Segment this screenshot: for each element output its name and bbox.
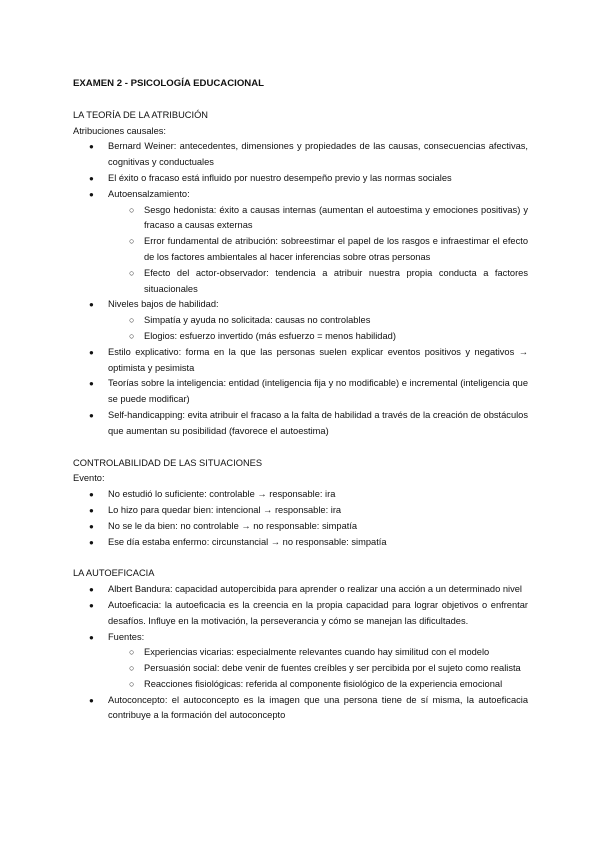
circle-bullet-icon: ○: [129, 663, 135, 674]
sub-bullet-list: [108, 203, 528, 298]
list-item: [73, 187, 528, 298]
list-item: [73, 582, 528, 598]
spacer: [73, 440, 528, 456]
bullet-icon: ●: [89, 189, 94, 199]
bullet-icon: ●: [89, 632, 94, 642]
sub-list-item: [73, 677, 528, 693]
sub-bullet-list: [108, 645, 528, 692]
section-heading: CONTROLABILIDAD DE LAS SITUACIONES: [73, 457, 263, 468]
list-item: [73, 519, 528, 535]
bullet-icon: ●: [89, 347, 94, 357]
list-item-text: Teorías sobre la inteligencia: entidad (inteligencia fija y no modificable) e incremental (inteligencia que se puede modificar): [108, 378, 528, 405]
sub-list-item: [73, 266, 528, 298]
bullet-icon: ●: [89, 521, 94, 531]
section-heading: LA AUTOEFICACIA: [73, 568, 155, 579]
bullet-icon: ●: [89, 505, 94, 515]
list-item-text: Bernard Weiner: antecedentes, dimensiones y propiedades de las causas, consecuencias afectivas, cognitivas y conductuales: [108, 141, 528, 168]
list-item-text: Albert Bandura: capacidad autopercibida para aprender o realizar una acción a un determinado nivel: [108, 584, 522, 595]
list-item-text: Niveles bajos de habilidad:: [108, 299, 219, 310]
list-item-text: No se le da bien: no controlable → no responsable: simpatía: [108, 520, 358, 531]
bullet-icon: ●: [89, 695, 94, 705]
circle-bullet-icon: ○: [129, 330, 135, 341]
list-item-text: Autoeficacia: la autoeficacia es la creencia en la propia capacidad para lograr objetivos o enfrentar desafíos. Influye en la motivación, la perseverancia y cómo se manejan las dificultades.: [108, 599, 528, 626]
list-item-text: Fuentes:: [108, 631, 145, 642]
list-item: [73, 297, 528, 344]
list-item: [73, 139, 528, 171]
bullet-list: [73, 139, 528, 439]
circle-bullet-icon: ○: [129, 267, 135, 278]
document-title: EXAMEN 2 - PSICOLOGÍA EDUCACIONAL: [73, 78, 264, 89]
sub-list-item-text: Error fundamental de atribución: sobreestimar el papel de los rasgos e infraestimar el efecto de los factores ambientales al hacer inferencias sobre otras personas: [144, 236, 528, 262]
sub-list-item: [73, 645, 528, 661]
sub-list-item-text: Sesgo hedonista: éxito a causas internas (aumentan el autoestima y emociones positivas) y fracaso a causas externas: [144, 204, 528, 231]
bullet-icon: ●: [89, 410, 94, 420]
list-item-text: Autoensalzamiento:: [108, 188, 190, 199]
section-subheading: Evento:: [73, 473, 105, 484]
sub-list-item: [73, 329, 528, 345]
list-item: [73, 408, 528, 440]
list-item-text: Estilo explicativo: forma en la que las personas suelen explicar eventos positivos y negativos → optimista y pesimista: [108, 346, 528, 373]
sub-list-item-text: Persuasión social: debe venir de fuentes creíbles y ser percibida por el sujeto como realista: [144, 663, 521, 674]
circle-bullet-icon: ○: [129, 647, 135, 658]
sub-list-item-text: Experiencias vicarias: especialmente relevantes cuando hay similitud con el modelo: [144, 647, 490, 658]
list-item-text: Ese día estaba enfermo: circunstancial → no responsable: simpatía: [108, 536, 387, 547]
list-item: [73, 535, 528, 551]
sub-list-item: [73, 661, 528, 677]
list-item: [73, 171, 528, 187]
bullet-icon: ●: [89, 537, 94, 547]
list-item-text: Lo hizo para quedar bien: intencional → responsable: ira: [108, 504, 342, 515]
sub-bullet-list: [108, 313, 528, 345]
sub-list-item: [73, 313, 528, 329]
bullet-icon: ●: [89, 142, 94, 152]
list-item: [73, 693, 528, 725]
sub-list-item-text: Simpatía y ayuda no solicitada: causas no controlables: [144, 315, 371, 326]
circle-bullet-icon: ○: [129, 204, 135, 215]
circle-bullet-icon: ○: [129, 236, 135, 247]
sub-list-item-text: Efecto del actor-observador: tendencia a atribuir nuestra propia conducta a factores situacionales: [144, 267, 528, 294]
list-item: [73, 376, 528, 408]
circle-bullet-icon: ○: [129, 678, 135, 689]
document-page: [73, 76, 528, 724]
bullet-icon: ●: [89, 173, 94, 183]
list-item: [73, 503, 528, 519]
bullet-icon: ●: [89, 300, 94, 310]
list-item: [73, 345, 528, 377]
section-self-efficacy: [73, 566, 528, 724]
list-item: [73, 630, 528, 693]
spacer: [73, 550, 528, 566]
list-item: [73, 487, 528, 503]
bullet-list: [73, 487, 528, 550]
list-item-text: El éxito o fracaso está influido por nuestro desempeño previo y las normas sociales: [108, 172, 452, 183]
section-attribution: [73, 108, 528, 440]
circle-bullet-icon: ○: [129, 315, 135, 326]
bullet-icon: ●: [89, 585, 94, 595]
list-item-text: Autoconcepto: el autoconcepto es la imagen que una persona tiene de sí misma, la autoeficacia contribuye a la formación del autoconcepto: [108, 694, 528, 721]
bullet-icon: ●: [89, 379, 94, 389]
section-heading: LA TEORÍA DE LA ATRIBUCIÓN: [73, 109, 209, 120]
sub-list-item: [73, 234, 528, 266]
list-item-text: No estudió lo suficiente: controlable → responsable: ira: [108, 489, 336, 500]
list-item: [73, 598, 528, 630]
sub-list-item-text: Reacciones fisiológicas: referida al componente fisiológico de la experiencia emocional: [144, 678, 503, 689]
sub-list-item-text: Elogios: esfuerzo invertido (más esfuerzo = menos habilidad): [144, 330, 396, 341]
bullet-icon: ●: [89, 600, 94, 610]
list-item-text: Self-handicapping: evita atribuir el fracaso a la falta de habilidad a través de la creación de obstáculos que aumentan su posibilidad (favorece el autoestima): [108, 409, 528, 436]
sub-list-item: [73, 203, 528, 235]
section-subheading: Atribuciones causales:: [73, 125, 167, 136]
section-controllability: [73, 456, 528, 551]
bullet-icon: ●: [89, 490, 94, 500]
bullet-list: [73, 582, 528, 724]
